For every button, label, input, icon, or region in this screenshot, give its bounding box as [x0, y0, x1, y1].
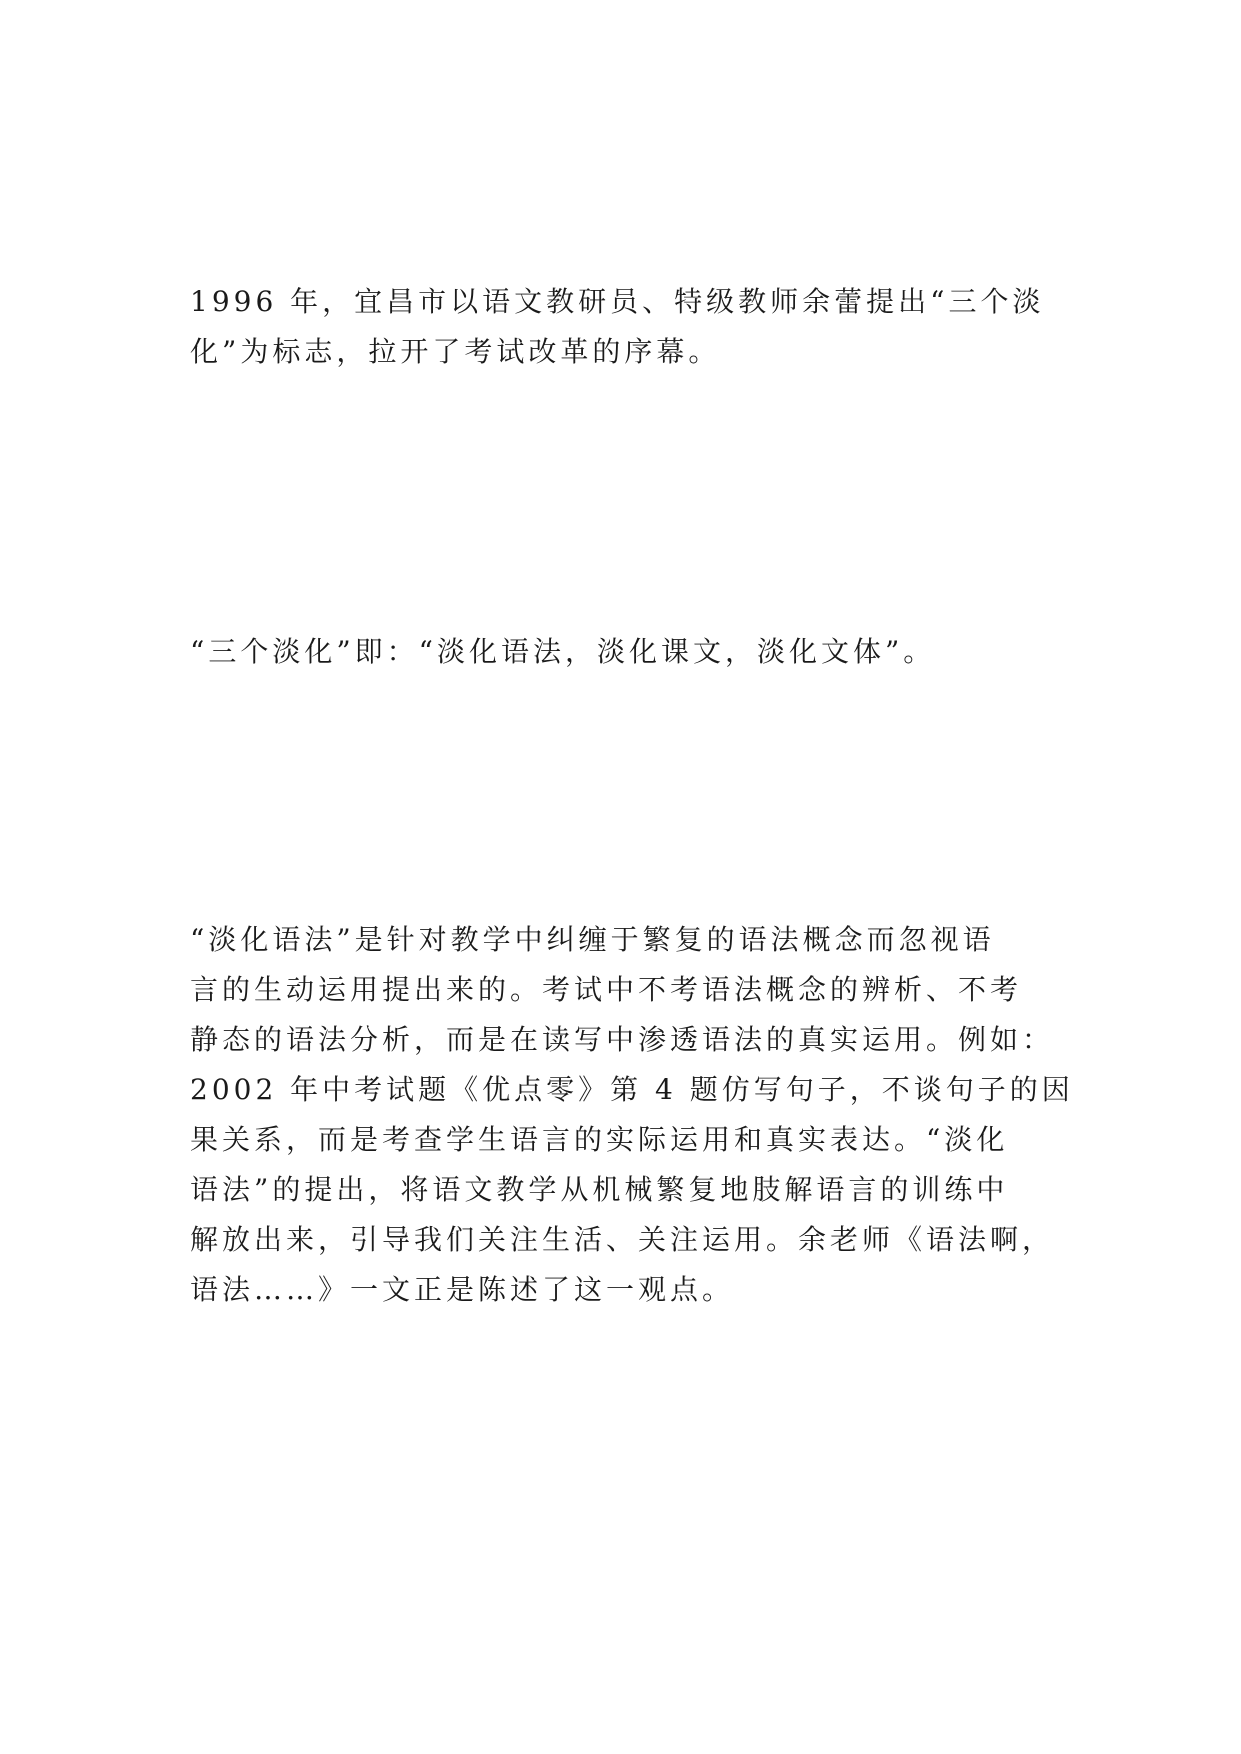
paragraph-line: 果关系，而是考查学生语言的实际运用和真实表达。“淡化	[190, 1123, 1009, 1156]
paragraph-line: 2002 年中考试题《优点零》第 4 题仿写句子，不谈句子的因	[190, 1073, 1074, 1106]
paragraph-2	[190, 627, 1052, 677]
paragraph-line: 静态的语法分析，而是在读写中渗透语法的真实运用。例如：	[190, 1023, 1055, 1056]
paragraph-line: 化”为标志，拉开了考试改革的序幕。	[190, 335, 721, 368]
paragraph-line: 言的生动运用提出来的。考试中不考语法概念的辨析、不考	[190, 973, 1023, 1006]
paragraph-line: 1996 年，宜昌市以语文教研员、特级教师余蕾提出“三个淡	[190, 285, 1045, 318]
paragraph-line: “淡化语法”是针对教学中纠缠于繁复的语法概念而忽视语	[190, 923, 995, 956]
paragraph-1	[190, 277, 1052, 377]
paragraph-line: 解放出来，引导我们关注生活、关注运用。余老师《语法啊，	[190, 1223, 1055, 1256]
paragraph-line: 语法……》一文正是陈述了这一观点。	[190, 1273, 735, 1306]
paragraph-3	[190, 915, 1074, 1315]
paragraph-line: 语法”的提出，将语文教学从机械繁复地肢解语言的训练中	[190, 1173, 1009, 1206]
paragraph-line: “三个淡化”即：“淡化语法，淡化课文，淡化文体”。	[190, 635, 936, 668]
